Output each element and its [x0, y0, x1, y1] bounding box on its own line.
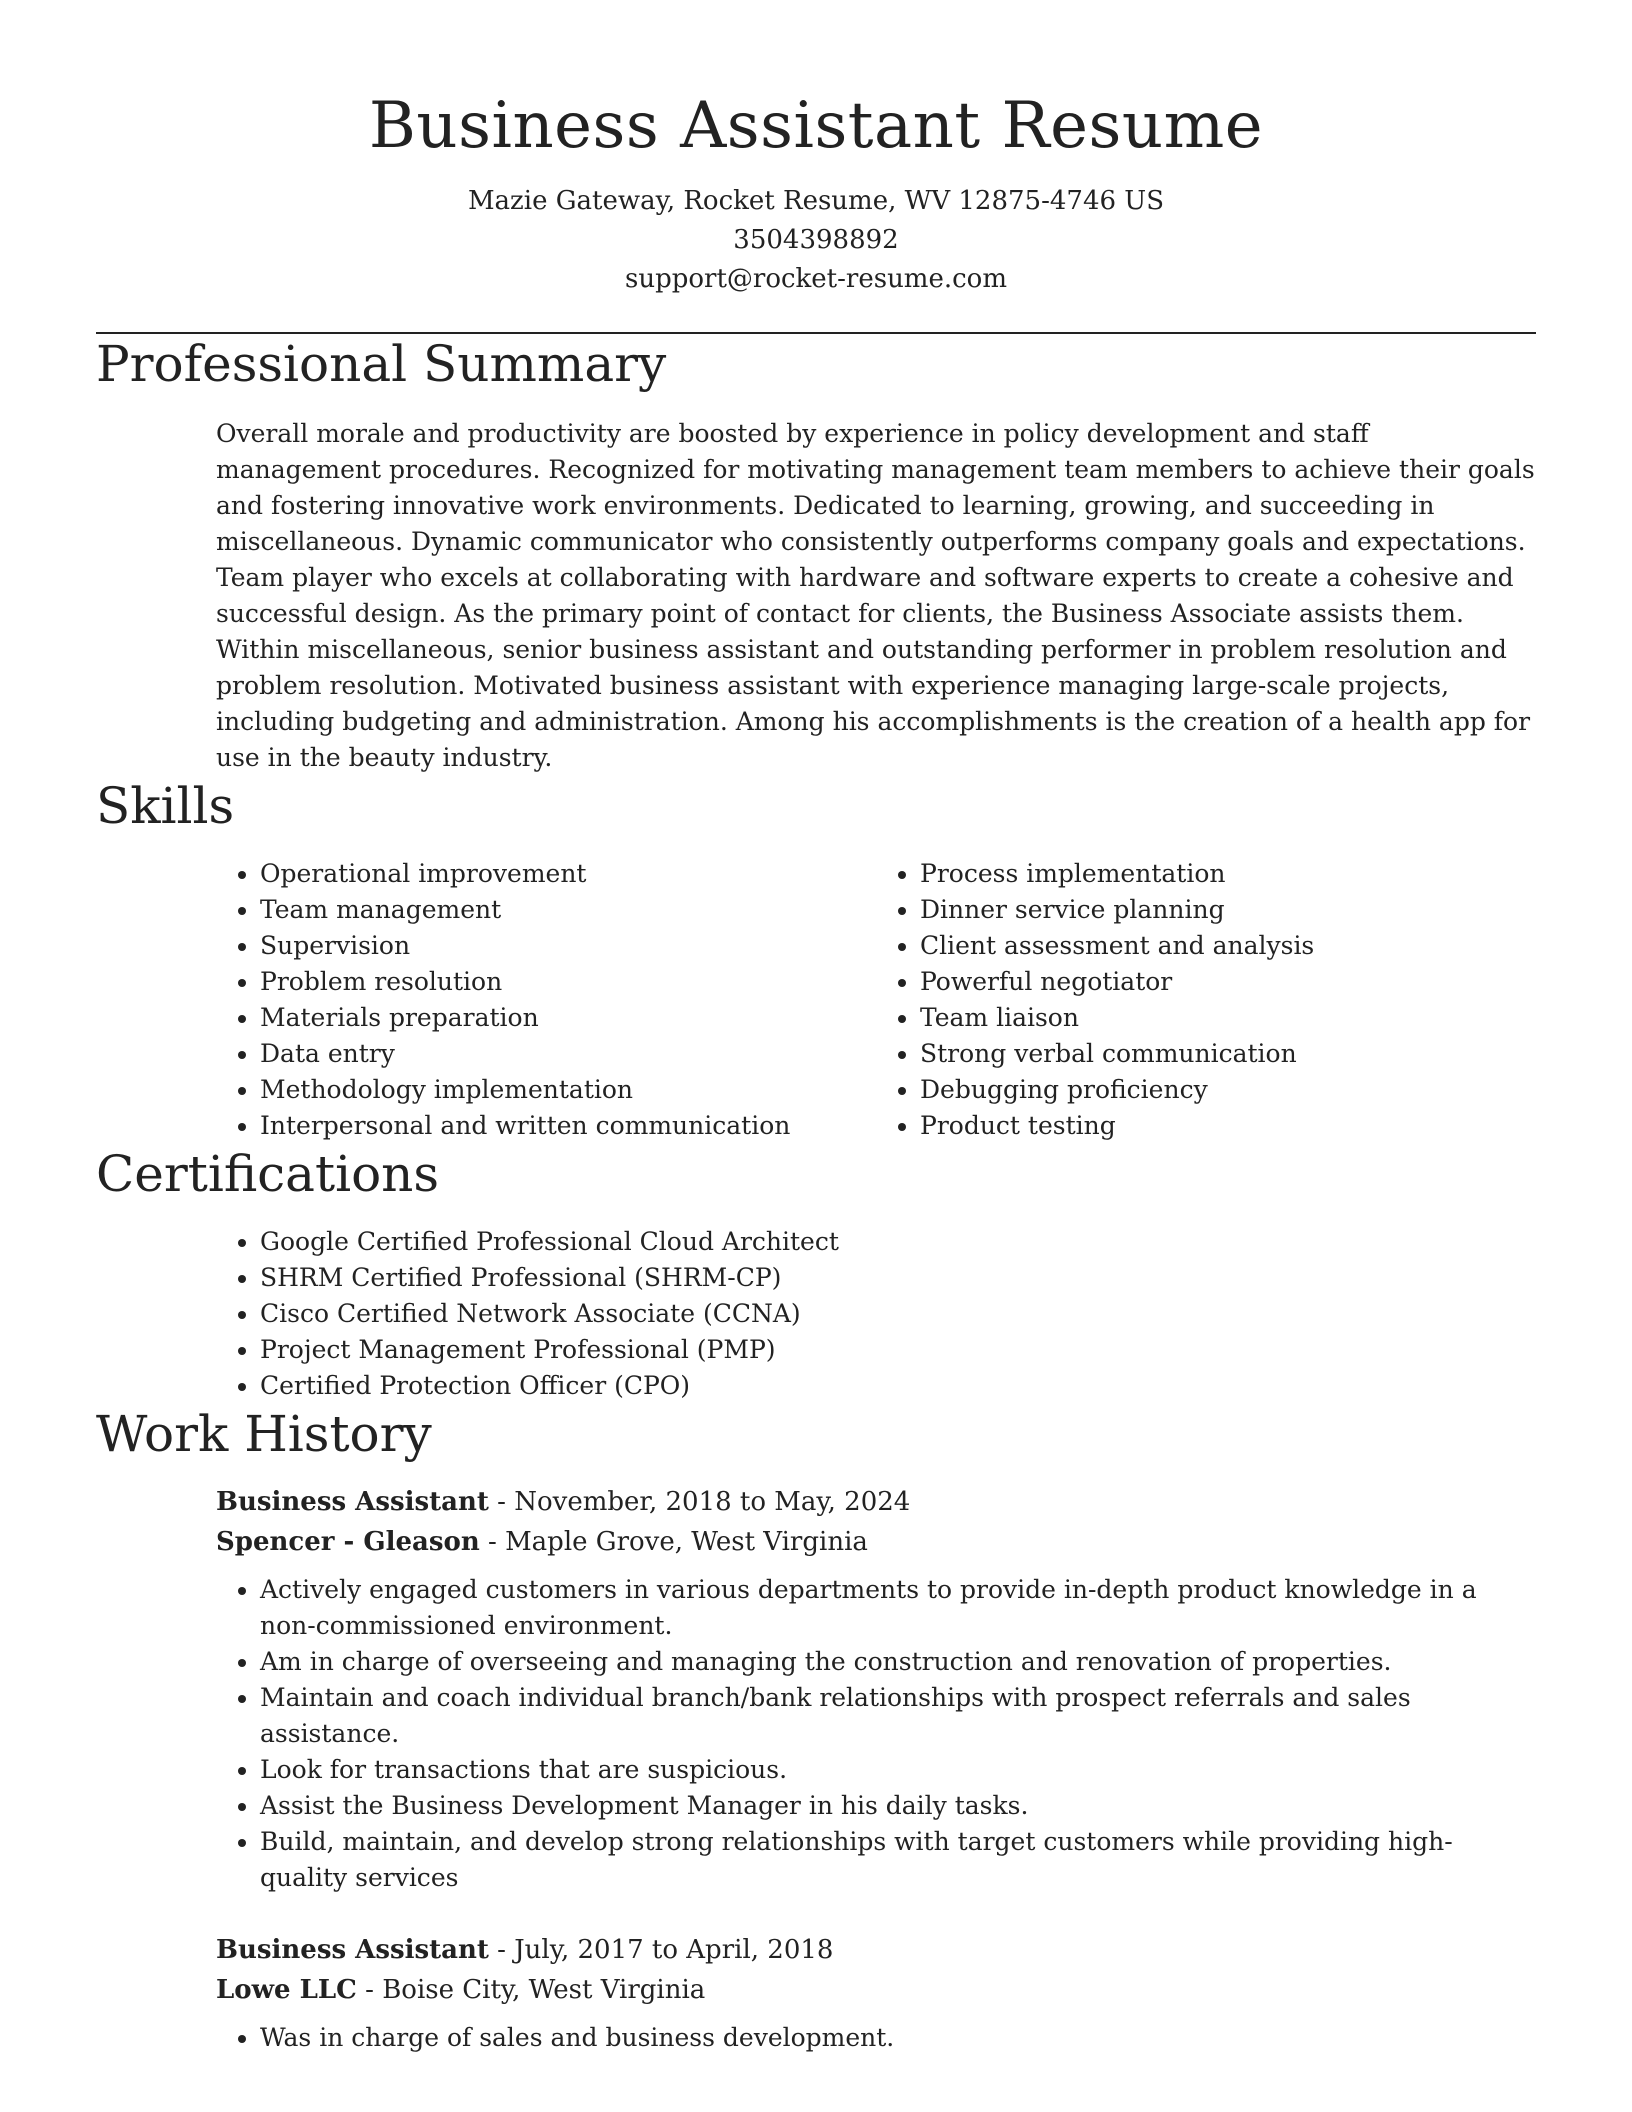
skill-item: • Interpersonal and written communication — [260, 1108, 876, 1144]
skills-list-left — [216, 856, 876, 1144]
job-duty: • Build, maintain, and develop strong relationships with target customers while providing high-quality services — [260, 1824, 1536, 1896]
certifications-list — [216, 1224, 1536, 1404]
job-location: Maple Grove, West Virginia — [505, 1527, 868, 1557]
skill-item: • Powerful negotiator — [920, 964, 1536, 1000]
work-history-heading: Work History — [96, 1405, 432, 1463]
job-title-line — [216, 1930, 1536, 1970]
skills-list-right — [876, 856, 1536, 1144]
skills-heading: Skills — [96, 777, 235, 835]
skill-item: • Client assessment and analysis — [920, 928, 1536, 964]
separator: - — [479, 1527, 506, 1557]
skill-item: • Operational improvement — [260, 856, 876, 892]
job-duty: • Am in charge of overseeing and managing the construction and renovation of properties. — [260, 1644, 1536, 1680]
skill-item: • Dinner service planning — [920, 892, 1536, 928]
job-company-line — [216, 1522, 1536, 1562]
certification-item: • Cisco Certified Network Associate (CCNA) — [260, 1296, 1536, 1332]
resume-header — [96, 0, 1536, 299]
skill-item: • Process implementation — [920, 856, 1536, 892]
certification-item: • Google Certified Professional Cloud Architect — [260, 1224, 1536, 1260]
skill-item: • Debugging proficiency — [920, 1072, 1536, 1108]
resume-page — [96, 0, 1536, 2056]
resume-title: Business Assistant Resume — [368, 89, 1264, 163]
job-duties-list — [216, 2020, 1536, 2056]
certification-item: • Certified Protection Officer (CPO) — [260, 1368, 1536, 1404]
job-company: Lowe LLC — [216, 1975, 357, 2005]
skills-grid — [216, 856, 1536, 1144]
job-company: Spencer - Gleason — [216, 1527, 480, 1557]
separator: - — [488, 1487, 515, 1517]
skill-item: • Data entry — [260, 1036, 876, 1072]
separator: - — [488, 1935, 515, 1965]
job-duty: • Assist the Business Development Manager in his daily tasks. — [260, 1788, 1536, 1824]
skill-item: • Methodology implementation — [260, 1072, 876, 1108]
summary-heading: Professional Summary — [96, 335, 667, 393]
job-company-line — [216, 1970, 1536, 2010]
skill-item: • Supervision — [260, 928, 876, 964]
certification-item: • Project Management Professional (PMP) — [260, 1332, 1536, 1368]
certification-item: • SHRM Certified Professional (SHRM-CP) — [260, 1260, 1536, 1296]
separator: - — [356, 1975, 383, 2005]
certifications-heading: Certifications — [96, 1145, 440, 1203]
summary-text: Overall morale and productivity are boosted by experience in policy development and staff management procedures. Recognized for motivating management team members to achieve their goals and fostering innovative work environments. Dedicated to learning, growing, and succeeding in miscellaneous. Dynamic communicator who consistently outperforms company goals and expectations. Team player who excels at collaborating with hardware and software experts to create a cohesive and successful design. As the primary point of contact for clients, the Business Associate assists them. Within miscellaneous, senior business assistant and outstanding performer in problem resolution and problem resolution. Motivated business assistant with experience managing large-scale projects, including budgeting and administration. Among his accomplishments is the creation of a health app for use in the beauty industry. — [216, 419, 1535, 772]
job-duty: • Actively engaged customers in various departments to provide in-depth product knowledge in a non-commissioned environment. — [260, 1572, 1536, 1644]
skill-item: • Team liaison — [920, 1000, 1536, 1036]
job-duty: • Maintain and coach individual branch/bank relationships with prospect referrals and sales assistance. — [260, 1680, 1536, 1752]
skill-item: • Problem resolution — [260, 964, 876, 1000]
job-title: Business Assistant — [216, 1487, 489, 1517]
job-duty: • Look for transactions that are suspicious. — [260, 1752, 1536, 1788]
skill-item: • Product testing — [920, 1108, 1536, 1144]
job-dates: July, 2017 to April, 2018 — [514, 1935, 834, 1965]
address: Mazie Gateway, Rocket Resume, WV 12875-4746 US — [467, 186, 1165, 216]
job-entry — [216, 1482, 1536, 1896]
job-location: Boise City, West Virginia — [382, 1975, 706, 2005]
phone-number: 3504398892 — [733, 225, 899, 255]
job-dates: November, 2018 to May, 2024 — [514, 1487, 911, 1517]
email-address: support@rocket-resume.com — [624, 264, 1007, 294]
job-duties-list — [216, 1572, 1536, 1896]
skill-item: • Strong verbal communication — [920, 1036, 1536, 1072]
skill-item: • Team management — [260, 892, 876, 928]
job-duty: • Was in charge of sales and business development. — [260, 2020, 1536, 2056]
job-entry — [216, 1930, 1536, 2056]
skill-item: • Materials preparation — [260, 1000, 876, 1036]
job-title-line — [216, 1482, 1536, 1522]
job-title: Business Assistant — [216, 1935, 489, 1965]
